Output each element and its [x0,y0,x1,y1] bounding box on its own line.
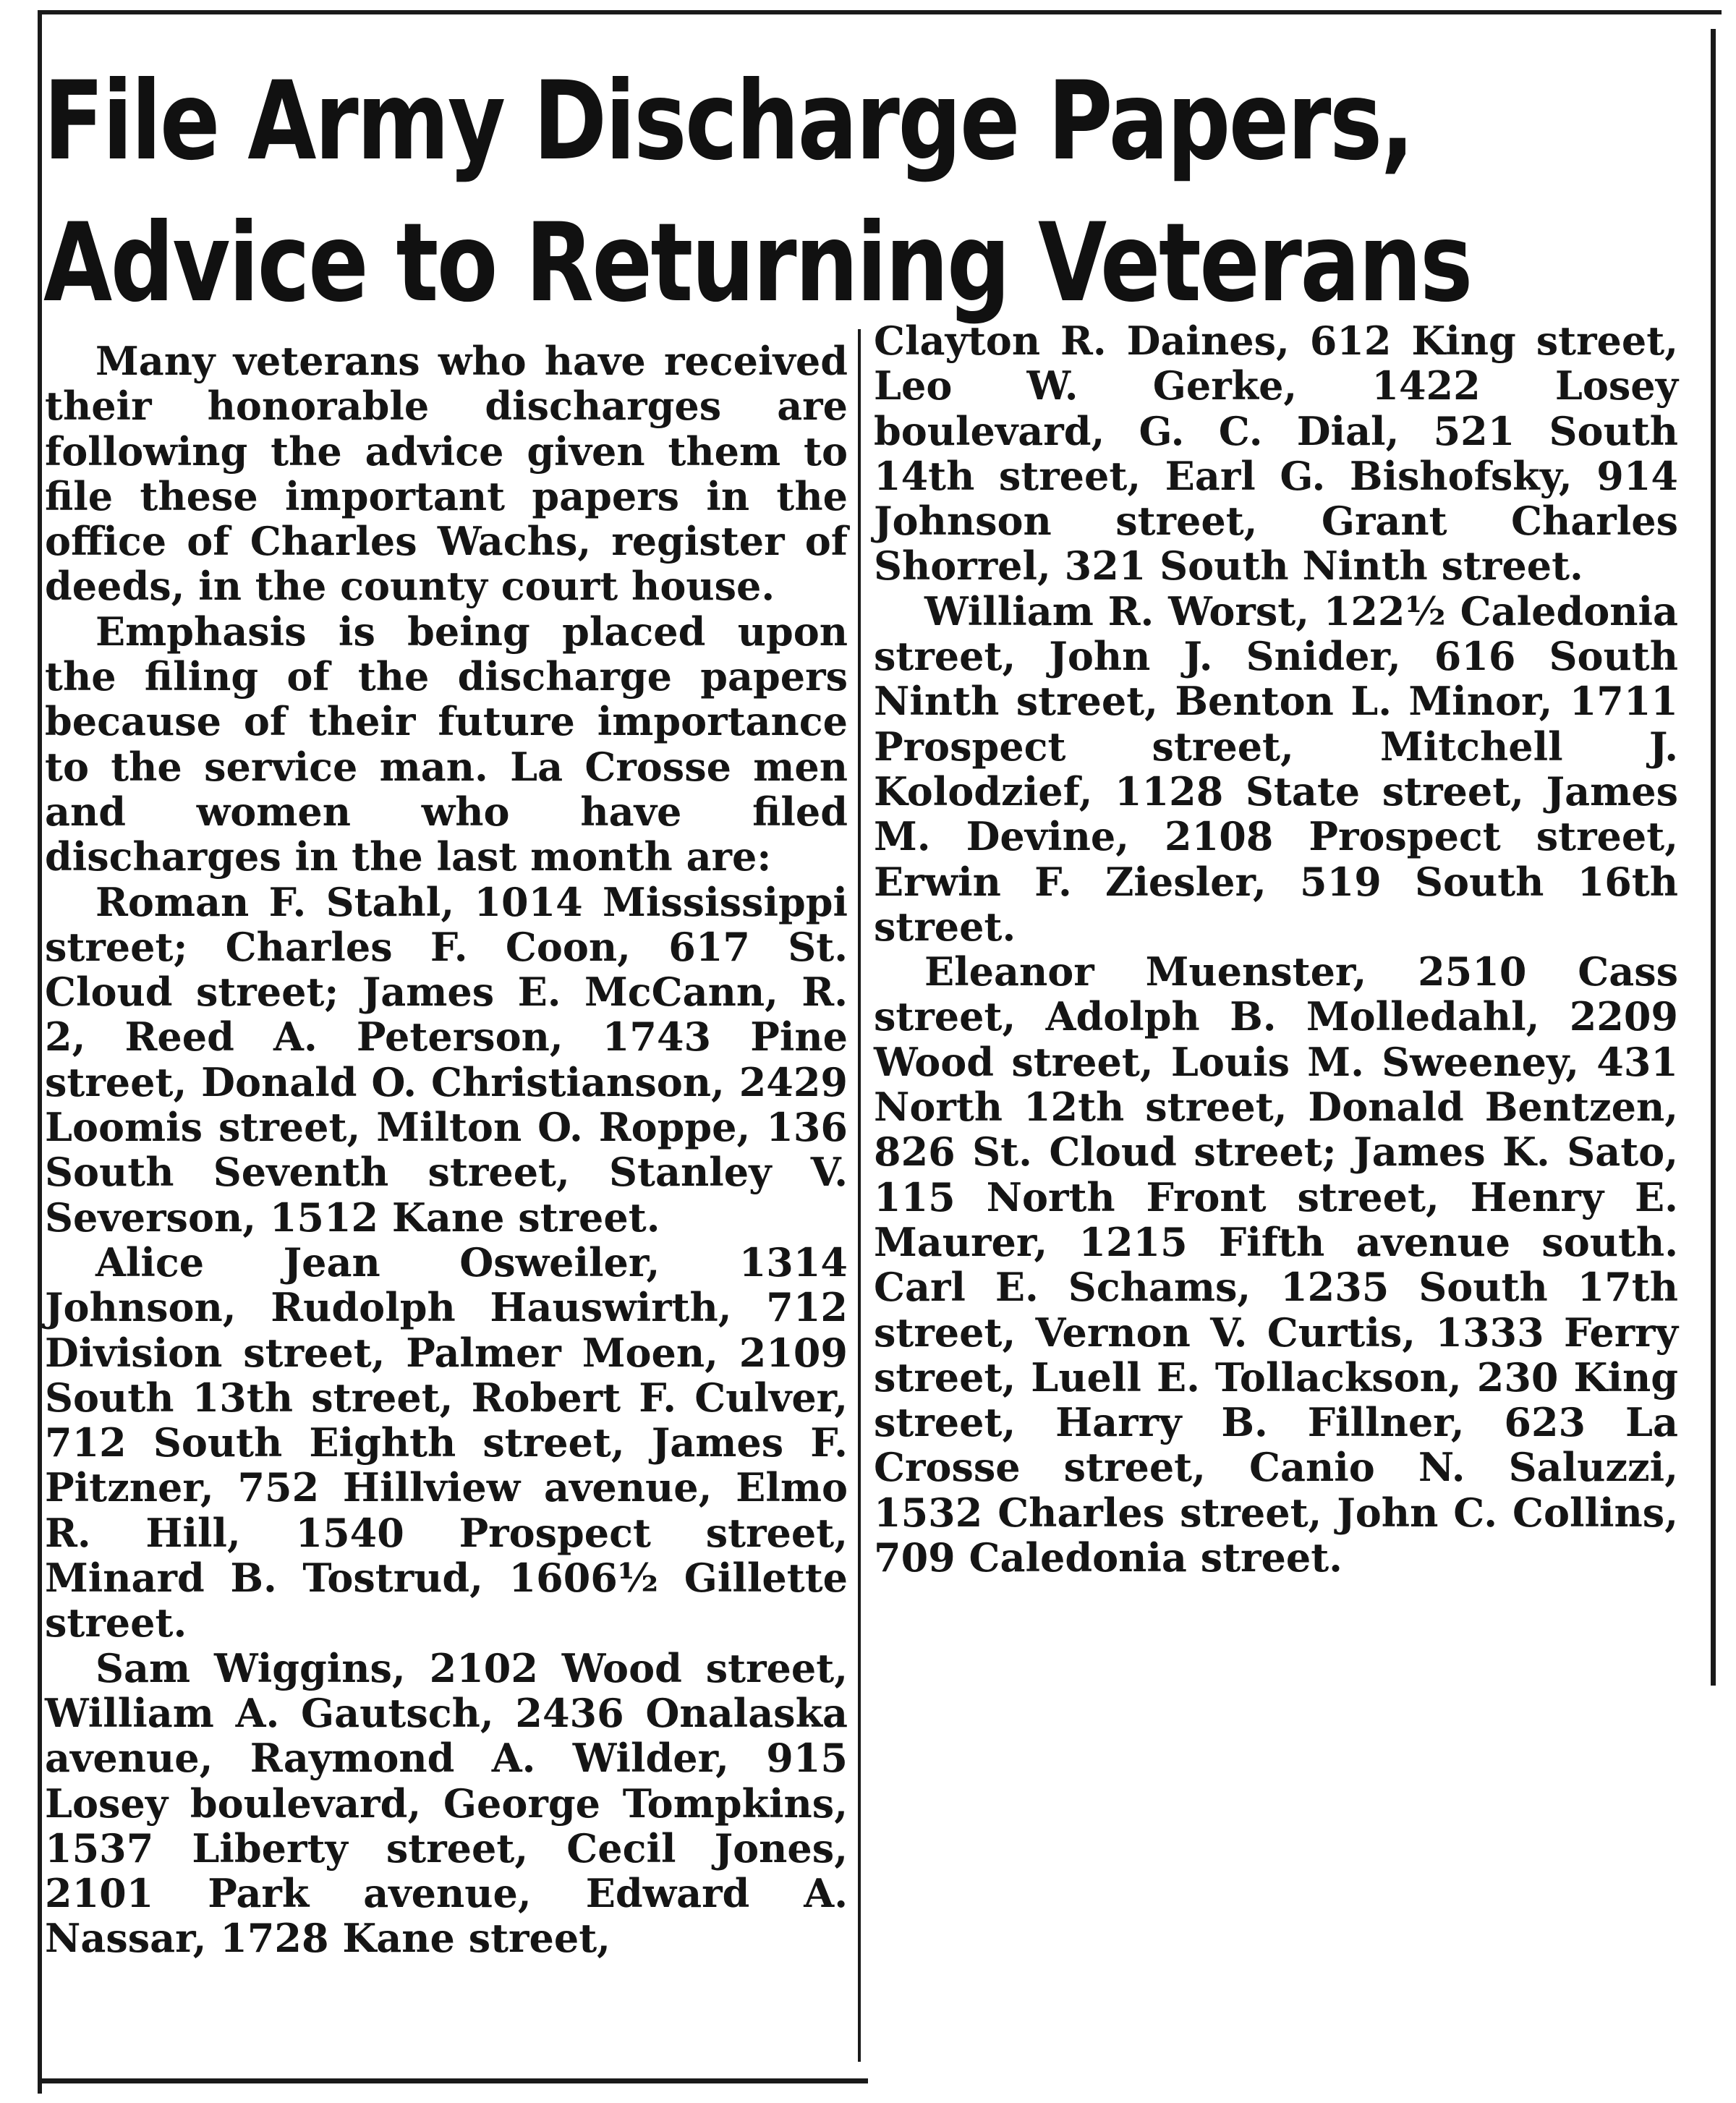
headline-line-1: File Army Discharge Papers, [43,59,1413,184]
paragraph-names-1: Roman F. Stahl, 1014 Mississippi street; Charles F. Coon, 617 St. Cloud street; James E. McCann, R. 2, Reed A. Peterson, 1743 Pine street, Donald O. Christianson, 2429 Loomis street, Milton O. Roppe, 136 South Seventh street, Stanley V. Severson, 1512 Kane street. [45,878,848,1241]
paragraph-names-2: Alice Jean Osweiler, 1314 Johnson, Rudolph Hauswirth, 712 Division street, Palmer Moen, 2109 South 13th street, Robert F. Culver, 712 South Eighth street, James F. Pitzner, 752 Hillview avenue, Elmo R. Hill, 1540 Prospect street, Minard B. Tostrud, 1606½ Gillette street. [45,1239,848,1647]
column-divider-rule [858,329,861,2062]
right-column [874,318,1678,1580]
top-border-rule [40,10,1722,14]
left-border-rule [38,10,42,2094]
paragraph-names-6: Eleanor Muenster, 2510 Cass street, Adolph B. Molledahl, 2209 Wood street, Louis M. Sweeney, 431 North 12th street, Donald Bentzen, 826 St. Cloud street; James K. Sato, 115 North Front street, Henry E. Maurer, 1215 Fifth avenue south. Carl E. Schams, 1235 South 17th street, Vernon V. Curtis, 1333 Ferry street, Luell E. Tollackson, 230 King street, Harry B. Fillner, 623 La Crosse street, Canio N. Saluzzi, 1532 Charles street, John C. Collins, 709 Caledonia street. [874,948,1678,1581]
headline-line-2: Advice to Returning Veterans [43,200,1471,326]
left-column [45,339,848,1961]
headline [43,51,1471,334]
bottom-border-rule [40,2078,868,2083]
paragraph-intro: Many veterans who have received their honorable discharges are following the advice given them to file these important papers in the office of Charles Wachs, register of deeds, in the county court house. [45,338,848,610]
paragraph-emphasis: Emphasis is being placed upon the filing of the discharge papers because of their future importance to the service man. La Crosse men and women who have filed discharges in the last month are: [45,608,848,880]
paragraph-names-5: William R. Worst, 122½ Caledonia street, John J. Snider, 616 South Ninth street, Benton L. Minor, 1711 Prospect street, Mitchell J. Kolodzief, 1128 State street, James M. Devine, 2108 Prospect street, Erwin F. Ziesler, 519 South 16th street. [874,587,1678,950]
right-border-rule [1711,29,1716,1686]
paragraph-names-4: Clayton R. Daines, 612 King street, Leo W. Gerke, 1422 Losey boulevard, G. C. Dial, 521 South 14th street, Earl G. Bishofsky, 914 Johnson street, Grant Charles Shorrel, 321 South Ninth street. [874,318,1678,590]
paragraph-names-3: Sam Wiggins, 2102 Wood street, William A. Gautsch, 2436 Onalaska avenue, Raymond A. Wilder, 915 Losey boulevard, George Tompkins, 1537 Liberty street, Cecil Jones, 2101 Park avenue, Edward A. Nassar, 1728 Kane street, [45,1644,848,1962]
